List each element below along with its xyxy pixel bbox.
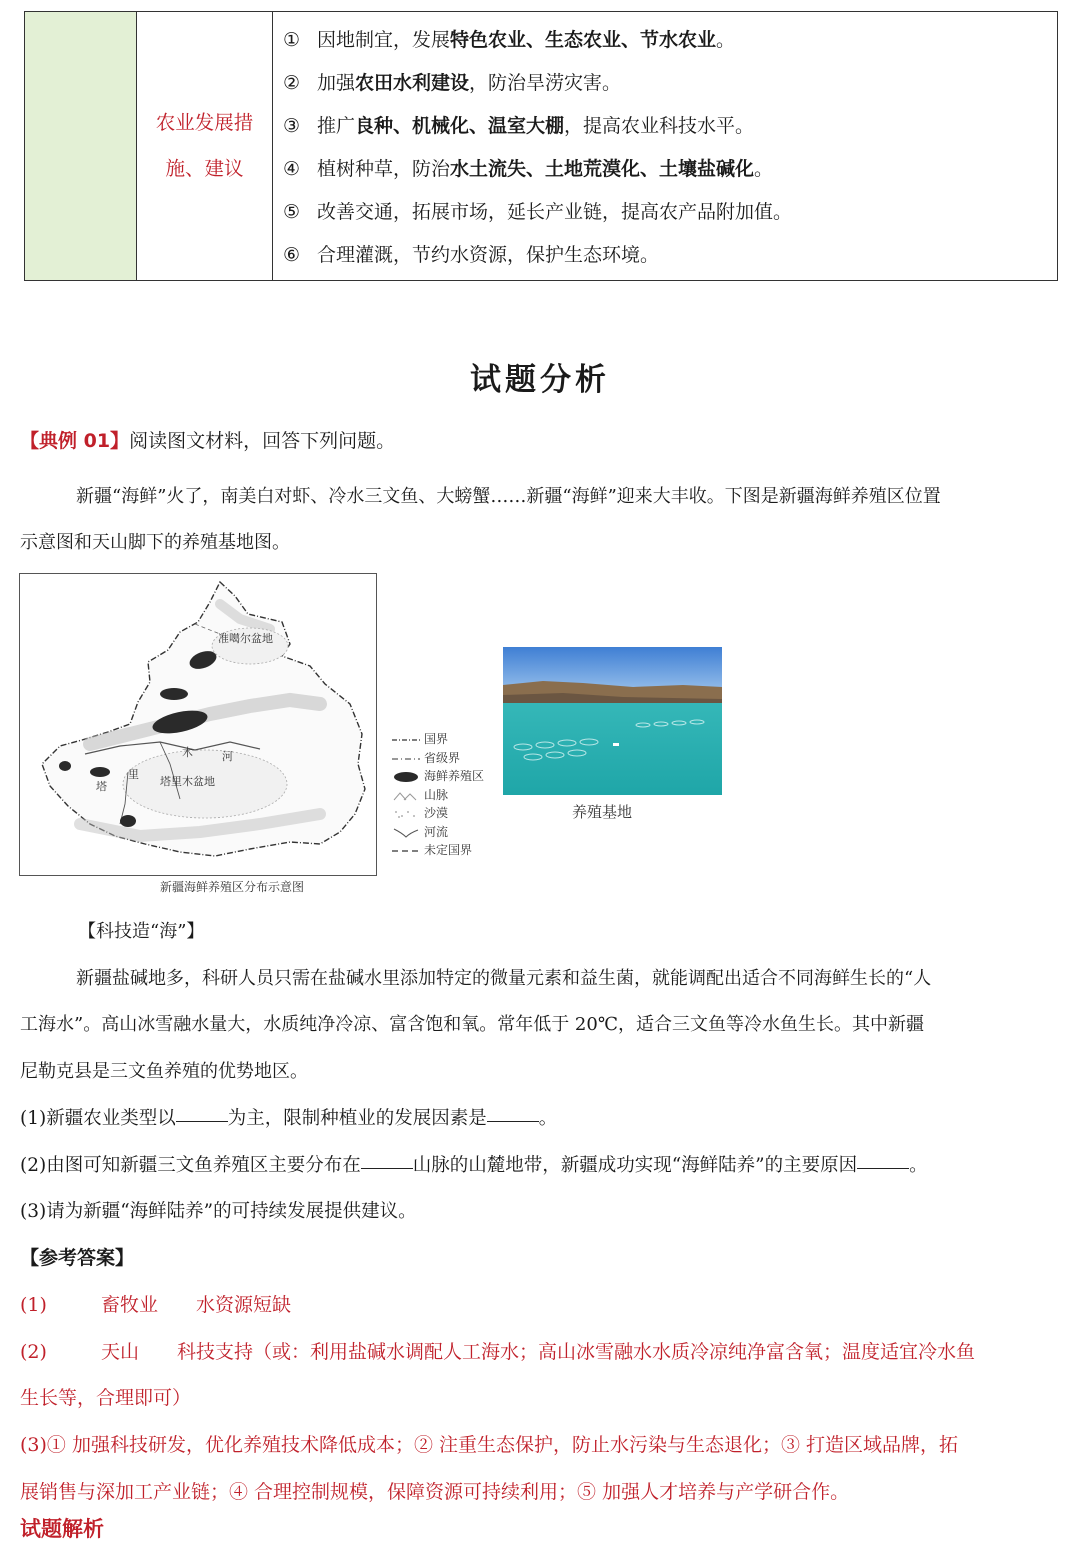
measure-item [283,19,1057,62]
farming-area [160,688,188,700]
analysis-heading: 试题解析 [20,1517,104,1541]
answer-1-num: (1) [20,1294,47,1316]
question-2 [20,1151,928,1177]
legend-item [390,823,484,842]
legend-item [390,786,484,805]
example-tag: 【典例 01】 [20,430,130,452]
river-char-1: 塔 [96,780,107,793]
example-prompt-line [20,426,395,453]
measure-item-keyword: 农田水利建设 [355,72,470,94]
answer-1 [20,1290,291,1317]
legend-item [390,804,484,823]
measures-list [273,12,1057,280]
measure-item [283,148,1057,191]
measure-item-keyword: 水土流失、土地荒漠化、土壤盐碱化 [450,158,755,180]
example-intro-line-2: 示意图和天山脚下的养殖基地图。 [20,532,290,553]
answer-2-line-2: 生长等，合理即可） [20,1387,192,1409]
measure-item-number: ③ [283,115,301,137]
measure-item-text: 加强 [317,72,356,94]
material-line-2: 工海水”。高山冰雪融水量大，水质纯净冷凉、富含饱和氧。常年低于 20℃，适合三文鱼等冷水鱼生长。其中新疆 [20,1014,924,1035]
mountain-symbol-icon [390,789,422,801]
answer-blank[interactable] [857,1167,909,1169]
measure-item-text: 。 [716,29,736,51]
river-char-4: 河 [222,750,233,763]
measure-item-number: ⑤ [283,201,301,223]
river-char-3: 木 [182,746,193,759]
answer-3-line-2: 展销售与深加工产业链；④ 合理控制规模，保障资源可持续利用；⑤ 加强人才培养与产学研合作。 [20,1481,850,1503]
legend-label: 省级界 [424,750,461,765]
farming-area-blob-icon [390,770,422,782]
example-intro-line-1: 新疆“海鲜”火了，南美白对虾、冷水三文鱼、大螃蟹……新疆“海鲜”迎来大丰收。下图是新疆海鲜养殖区位置 [76,486,941,507]
farming-area [59,761,71,771]
measure-item-number: ⑥ [283,244,301,266]
answer-1-value-1: 畜牧业 [100,1294,158,1316]
river-line-icon [390,826,422,838]
legend-label: 沙漠 [424,806,449,820]
answer-2-value-1: 天山 [100,1341,139,1363]
answer-blank[interactable] [361,1167,413,1169]
measure-item-text: 推广 [317,115,356,137]
measure-item-text: 。 [754,158,774,180]
material-line-3: 尼勒克县是三文鱼养殖的优势地区。 [20,1061,308,1082]
measure-item-keyword: 特色农业、生态农业、节水农业 [450,29,717,51]
measure-item [283,105,1057,148]
measure-item [283,191,1057,234]
undetermined-border-line-icon [390,844,422,856]
question-2-text-a: (2)由图可知新疆三文鱼养殖区主要分布在 [20,1155,361,1176]
answer-1-value-2: 水资源短缺 [196,1294,292,1316]
table-label-line-1: 农业发展措 [155,111,254,134]
measure-item-text: 改善交通，拓展市场，延长产业链，提高农产品附加值。 [317,201,793,223]
measure-item-number: ② [283,72,301,94]
xinjiang-map [19,573,377,876]
answer-blank[interactable] [487,1120,539,1122]
legend-item [390,767,484,786]
legend-label: 河流 [424,824,449,839]
question-2-text-b: 山脉的山麓地带，新疆成功实现“海鲜陆养”的主要原因 [412,1155,858,1176]
answer-2-num: (2) [20,1341,47,1363]
example-prompt: 阅读图文材料，回答下列问题。 [129,430,396,452]
farming-base-photo [503,647,722,795]
answer-heading: 【参考答案】 [20,1247,135,1269]
material-line-1: 新疆盐碱地多，科研人员只需在盐碱水里添加特定的微量元素和益生菌，就能调配出适合不同海鲜生长的“人 [76,968,932,989]
measure-item-text: ，防治旱涝灾害。 [469,72,622,94]
legend-label: 海鲜养殖区 [424,769,485,783]
farming-area [120,815,136,827]
table-label-cell [137,12,273,280]
tarim-label: 塔里木盆地 [160,775,215,788]
legend-item [390,841,484,860]
legend-label: 国界 [424,732,449,746]
measure-item-text: 因地制宜，发展 [317,29,451,51]
map-caption: 新疆海鲜养殖区分布示意图 [160,880,305,894]
answer-3-line-1: (3)① 加强科技研发，优化养殖技术降低成本；② 注重生态保护，防止水污染与生态退化；③ 打造区域品牌，拓 [20,1434,959,1456]
question-3: (3)请为新疆“海鲜陆养”的可持续发展提供建议。 [20,1201,417,1222]
measure-item-number: ① [283,29,301,51]
map-drawing [20,574,376,875]
photo-drawing [503,647,722,795]
measure-item-text: ，提高农业科技水平。 [564,115,755,137]
measure-item-text: 合理灌溉，节约水资源，保护生态环境。 [317,244,660,266]
junggar-label: 准噶尔盆地 [218,632,273,645]
question-1-text-c: 。 [538,1108,558,1129]
legend-label: 未定国界 [424,843,473,857]
question-1-text-b: 为主，限制种植业的发展因素是 [227,1108,487,1129]
desert-dots-icon [390,807,422,819]
measure-item-keyword: 良种、机械化、温室大棚 [355,115,565,137]
question-2-text-c: 。 [909,1155,928,1176]
river-char-2: 里 [128,768,139,781]
answer-blank[interactable] [176,1120,228,1122]
photo-caption: 养殖基地 [572,803,633,821]
farming-area [90,767,110,777]
map-legend [390,730,484,860]
question-1 [20,1104,557,1130]
legend-item [390,749,484,768]
answer-2-value-2: 科技支持（或：利用盐碱水调配人工海水；高山冰雪融水水质冷凉纯净富含氧；温度适宜冷水鱼 [177,1341,976,1363]
answer-2 [20,1337,975,1364]
material-heading: 【科技造“海”】 [78,921,205,942]
section-title: 试题分析 [470,362,610,398]
legend-item [390,730,484,749]
measure-item-text: 植树种草，防治 [317,158,451,180]
table-label-line-2: 施、建议 [165,157,244,180]
table-category-cell [25,12,137,280]
question-1-text-a: (1)新疆农业类型以 [20,1108,176,1129]
legend-label: 山脉 [424,787,449,802]
national-border-line-icon [390,733,422,745]
measures-table [24,11,1058,281]
measure-item [283,62,1057,105]
provincial-border-line-icon [390,752,422,764]
measure-item [283,234,1057,277]
measure-item-number: ④ [283,158,301,180]
